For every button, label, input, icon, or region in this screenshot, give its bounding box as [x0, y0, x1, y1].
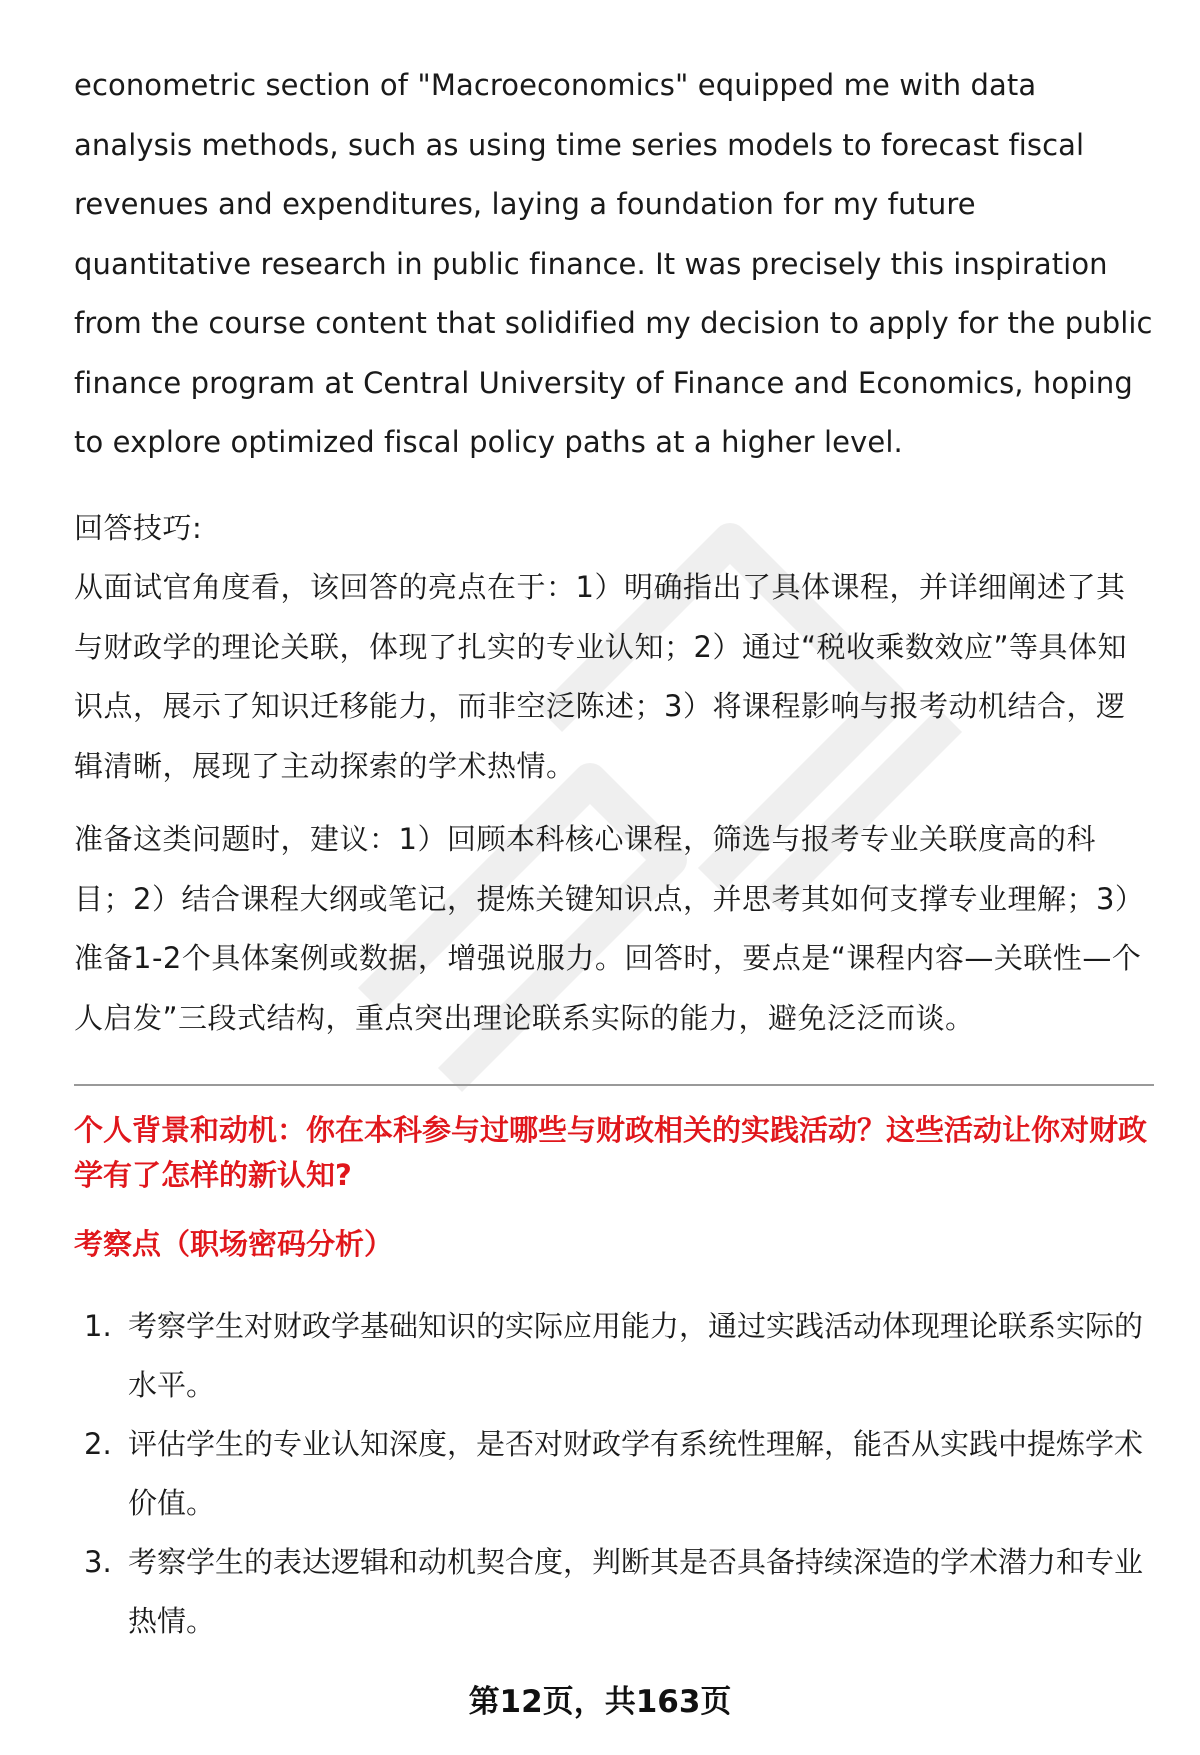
list-item: [74, 1415, 1154, 1533]
section-divider: [74, 1084, 1154, 1086]
list-item-text: 评估学生的专业认知深度，是否对财政学有系统性理解，能否从实践中提炼学术价值。: [128, 1427, 1144, 1520]
page-number: 第12页，共163页: [468, 1684, 732, 1720]
assessment-title: 考察点（职场密码分析）: [74, 1227, 394, 1261]
question-heading: 个人背景和动机：你在本科参与过哪些与财政相关的实践活动？这些活动让你对财政学有了怎样的新认知?: [74, 1113, 1148, 1192]
tips-label: 回答技巧:: [74, 510, 203, 545]
assessment-list: [74, 1297, 1154, 1651]
document-page: [74, 56, 1154, 1651]
list-item-number: 2.: [84, 1427, 112, 1461]
list-item-number: 1.: [84, 1309, 112, 1343]
prep-paragraph: 准备这类问题时，建议：1）回顾本科核心课程，筛选与报考专业关联度高的科目；2）结合课程大纲或笔记，提炼关键知识点，并思考其如何支撑专业理解；3）准备1-2个具体案例或数据，增强说服力。回答时，要点是“课程内容—关联性—个人启发”三段式结构，重点突出理论联系实际的能力，避免泛泛而谈。: [74, 822, 1145, 1035]
list-item-number: 3.: [84, 1545, 112, 1579]
tips-paragraph: 从面试官角度看，该回答的亮点在于：1）明确指出了具体课程，并详细阐述了其与财政学的理论关联，体现了扎实的专业认知；2）通过“税收乘数效应”等具体知识点，展示了知识迁移能力，而非空泛陈述；3）将课程影响与报考动机结合，逻辑清晰，展现了主动探索的学术热情。: [74, 570, 1127, 783]
list-item: [74, 1533, 1154, 1651]
list-item-text: 考察学生对财政学基础知识的实际应用能力，通过实践活动体现理论联系实际的水平。: [128, 1309, 1144, 1402]
intro-paragraph: econometric section of "Macroeconomics" equipped me with data analysis methods, such as using time series models to forecast fiscal revenues and expenditures, laying a foundation for my future quantitative research in public finance. It was precisely this inspiration from the course content that solidified my decision to apply for the public finance program at Central University of Finance and Economics, hoping to explore optimized fiscal policy paths at a higher level.: [74, 68, 1153, 459]
list-item-text: 考察学生的表达逻辑和动机契合度，判断其是否具备持续深造的学术潜力和专业热情。: [128, 1545, 1144, 1638]
list-item: [74, 1297, 1154, 1415]
